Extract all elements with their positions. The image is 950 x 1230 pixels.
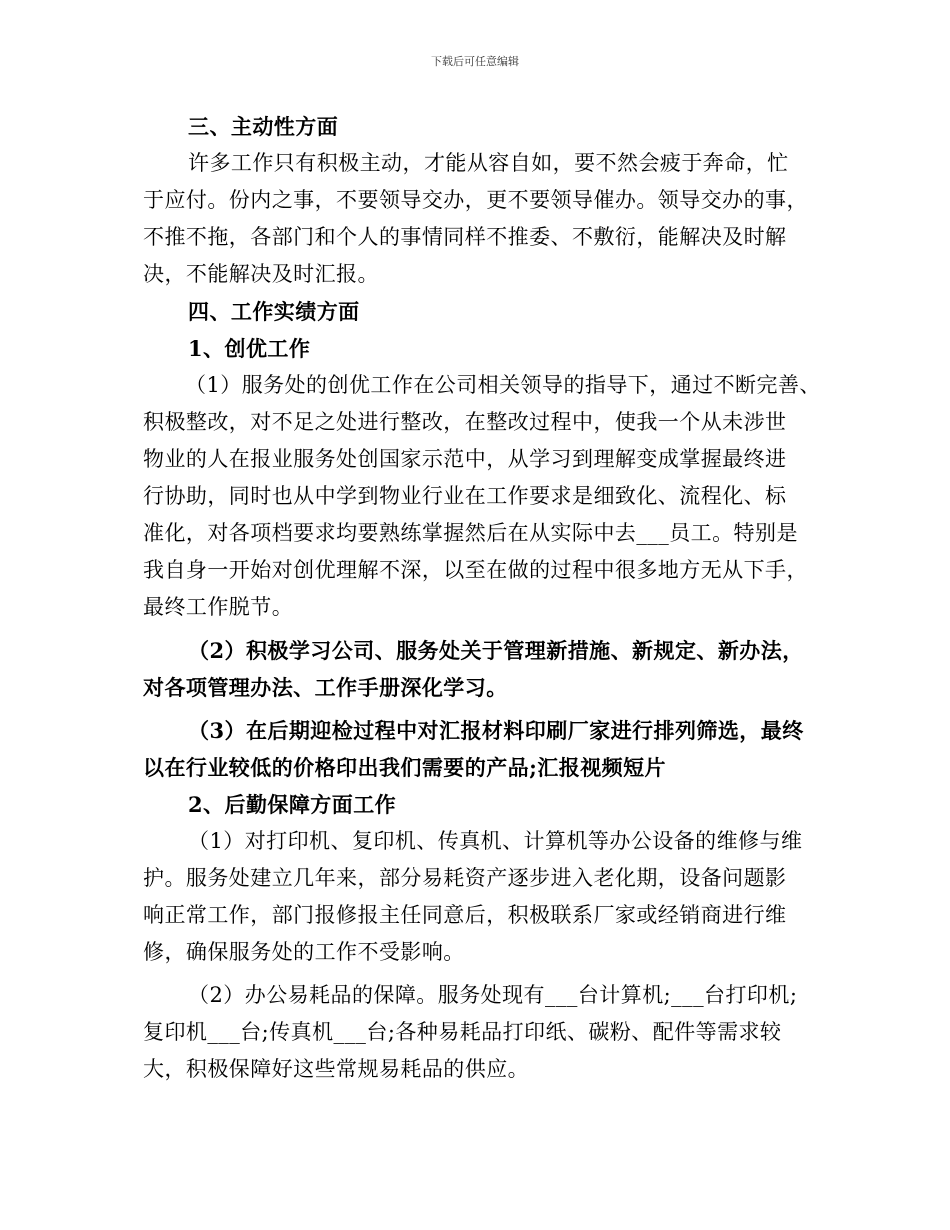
text-line: 行协助，同时也从中学到物业行业在工作要求是细致化、流程化、标	[143, 484, 787, 508]
text-line: （2）积极学习公司、服务处关于管理新措施、新规定、新办法，	[188, 638, 804, 663]
text-line: 物业的人在报业服务处创国家示范中，从学习到理解变成掌握最终进	[143, 447, 787, 471]
text-line: 大，积极保障好这些常规易耗品的供应。	[143, 1057, 530, 1081]
text-line: 积极整改，对不足之处进行整改，在整改过程中，使我一个从未涉世	[143, 410, 787, 434]
text-line: 于应付。份内之事，不要领导交办，更不要领导催办。领导交办的事，	[143, 188, 808, 212]
text-line: 决，不能解决及时汇报。	[143, 262, 379, 286]
text-line: （2）办公易耗品的保障。服务处现有___台计算机;___台打印机;	[188, 983, 798, 1007]
paragraph-excellence-3	[143, 712, 825, 786]
text-line: 对各项管理办法、工作手册深化学习。	[143, 675, 508, 700]
text-line: 响正常工作，部门报修报主任同意后，积极联系厂家或经销商进行维	[143, 903, 787, 927]
text-line: 我自身一开始对创优理解不深，以至在做的过程中很多地方无从下手，	[143, 558, 808, 582]
section-heading-achievements: 四、工作实绩方面	[188, 299, 360, 324]
paragraph-logistics-2	[143, 977, 825, 1088]
text-line: 不推不拖，各部门和个人的事情同样不推委、不敷衍，能解决及时解	[143, 225, 787, 249]
text-line: 最终工作脱节。	[143, 595, 294, 619]
subsection-heading-excellence: 1、创优工作	[188, 336, 311, 361]
paragraph-excellence-2	[143, 632, 825, 706]
paragraph-initiative	[143, 145, 825, 293]
text-line: （1）服务处的创优工作在公司相关领导的指导下，通过不断完善、	[185, 373, 821, 397]
text-line: 准化，对各项档要求均要熟练掌握然后在从实际中去___员工。特别是	[143, 521, 798, 545]
page-header-note: 下载后可任意编辑	[431, 55, 519, 68]
text-line: 护。服务处建立几年来，部分易耗资产逐步进入老化期，设备问题影	[143, 866, 787, 890]
text-line: （1）对打印机、复印机、传真机、计算机等办公设备的维修与维	[188, 829, 803, 853]
paragraph-logistics-1	[143, 823, 825, 971]
text-line: 复印机___台;传真机___台;各种易耗品打印纸、碳粉、配件等需求较	[143, 1020, 782, 1044]
text-line: 许多工作只有积极主动，才能从容自如，要不然会疲于奔命，忙	[188, 151, 789, 175]
section-heading-initiative: 三、主动性方面	[188, 114, 339, 139]
text-line: 修，确保服务处的工作不受影响。	[143, 940, 465, 964]
document-body	[143, 108, 825, 1088]
text-line: （3）在后期迎检过程中对汇报材料印刷厂家进行排列筛选，最终	[188, 718, 804, 743]
subsection-heading-logistics: 2、后勤保障方面工作	[188, 792, 397, 817]
text-line: 以在行业较低的价格印出我们需要的产品;汇报视频短片	[143, 755, 666, 780]
paragraph-excellence-1	[143, 367, 825, 626]
